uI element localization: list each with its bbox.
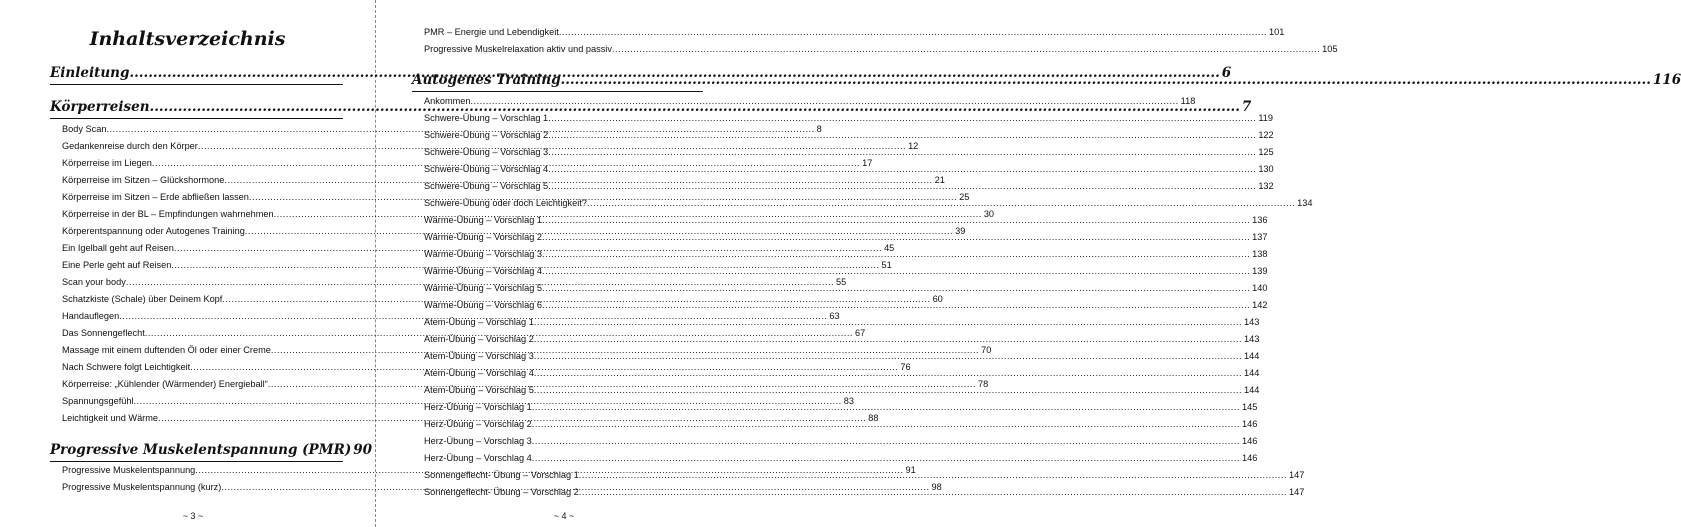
- entry-page-number: 144: [1244, 385, 1260, 395]
- dot-leader: [532, 416, 1240, 433]
- entry-label: Körperentspannung oder Autogenes Training: [62, 226, 245, 236]
- entry-label: Spannungsgefühl: [62, 396, 134, 406]
- entry-label: Wärme-Übung – Vorschlag 5: [424, 283, 542, 293]
- entry-page-number: 12: [908, 141, 919, 151]
- dot-leader: [534, 365, 1242, 382]
- entry-label: Progressive Muskelentspannung (PMR): [50, 442, 352, 458]
- toc-entry[interactable]: [424, 93, 1196, 110]
- entry-label: Massage mit einem duftenden Öl oder einer Creme: [62, 345, 271, 355]
- toc-entry[interactable]: [424, 144, 1274, 161]
- entry-page-number: 136: [1252, 215, 1268, 225]
- entry-label: Leichtigkeit und Wärme: [62, 413, 159, 423]
- entry-label: Einleitung: [50, 65, 130, 81]
- dot-leader: [542, 229, 1250, 246]
- toc-entry[interactable]: [424, 127, 1274, 144]
- page-number-right: ~ 4 ~: [553, 511, 575, 521]
- dot-leader: [559, 24, 1267, 41]
- entry-label: Progressive Muskelentspannung (kurz): [62, 482, 222, 492]
- entry-label: Wärme-Übung – Vorschlag 3: [424, 249, 542, 259]
- chapter-pmr[interactable]: [50, 442, 373, 458]
- toc-entry[interactable]: [424, 110, 1273, 127]
- entry-label: Atem-Übung – Vorschlag 3: [424, 351, 534, 361]
- entry-label: Körperreise im Sitzen – Glückshormone: [62, 175, 225, 185]
- dot-leader: [542, 246, 1250, 263]
- entry-page-number: 146: [1241, 453, 1258, 463]
- entry-page-number: 122: [1258, 130, 1274, 140]
- entry-page-number: 143: [1244, 317, 1260, 327]
- toc-entry[interactable]: [424, 24, 1285, 41]
- entry-label: Schwere-Übung – Vorschlag 5: [424, 181, 549, 191]
- entry-page-number: 78: [978, 379, 989, 389]
- entry-label: Herz-Übung – Vorschlag 2: [424, 419, 532, 429]
- entry-page-number: 139: [1252, 266, 1268, 276]
- entry-label: Wärme-Übung – Vorschlag 1: [424, 215, 542, 225]
- entry-label: Atem-Übung – Vorschlag 2: [424, 334, 534, 344]
- entry-page-number: 116: [1652, 72, 1681, 88]
- toc-entry[interactable]: [424, 450, 1258, 467]
- entry-page-number: 119: [1258, 113, 1273, 123]
- entry-page-number: 39: [955, 226, 966, 236]
- entry-page-number: 67: [854, 328, 866, 338]
- dot-leader: [548, 144, 1256, 161]
- entry-page-number: 7: [1241, 99, 1252, 115]
- dot-leader: [561, 72, 1651, 88]
- entry-label: Schwere-Übung – Vorschlag 1: [424, 113, 549, 123]
- entry-label: Scan your body: [62, 277, 126, 287]
- dot-leader: [534, 331, 1242, 348]
- entry-page-number: 132: [1258, 181, 1274, 191]
- entry-page-number: 144: [1244, 351, 1260, 361]
- entry-page-number: 138: [1252, 249, 1268, 259]
- entry-page-number: 88: [868, 413, 879, 423]
- entry-label: Atem-Übung – Vorschlag 1: [424, 317, 534, 327]
- entry-page-number: 30: [983, 209, 995, 219]
- dot-leader: [587, 195, 1295, 212]
- entry-page-number: 125: [1258, 147, 1274, 157]
- entry-label: Wärme-Übung – Vorschlag 2: [424, 232, 542, 242]
- entry-label: Sonnengeflecht- Übung – Vorschlag 1: [424, 470, 579, 480]
- entry-label: Herz-Übung – Vorschlag 3: [424, 436, 532, 446]
- entry-label: Schwere-Übung oder doch Leichtigkeit?: [424, 198, 587, 208]
- entry-page-number: 144: [1244, 368, 1260, 378]
- entry-page-number: 60: [932, 294, 943, 304]
- dot-leader: [542, 212, 1250, 229]
- entry-page-number: 45: [884, 243, 895, 253]
- dot-leader: [532, 399, 1240, 416]
- entry-label: Schwere-Übung – Vorschlag 3: [424, 147, 549, 157]
- entry-label: Körperreise in der BL – Empfindungen wahrnehmen: [62, 209, 274, 219]
- entry-label: Wärme-Übung – Vorschlag 4: [424, 266, 542, 276]
- entry-label: Körperreise im Sitzen – Erde abfließen lassen: [62, 192, 249, 202]
- dot-leader: [548, 161, 1256, 178]
- dot-leader: [548, 127, 1256, 144]
- dot-leader: [470, 93, 1178, 110]
- entry-label: Schatzkiste (Schale) über Deinem Kopf: [62, 294, 223, 304]
- entry-page-number: 21: [934, 175, 945, 185]
- dot-leader: [532, 433, 1240, 450]
- dot-leader: [534, 382, 1242, 399]
- entry-label: Schwere-Übung – Vorschlag 4: [424, 164, 549, 174]
- entry-page-number: 90: [353, 442, 373, 458]
- entry-label: Progressive Muskelrelaxation aktiv und passiv: [424, 44, 612, 54]
- entry-page-number: 134: [1297, 198, 1313, 208]
- entry-page-number: 17: [862, 158, 873, 168]
- dot-leader: [579, 484, 1287, 501]
- entry-label: Herz-Übung – Vorschlag 4: [424, 453, 532, 463]
- entry-label: Ankommen: [424, 96, 471, 106]
- entry-label: Ein Igelball geht auf Reisen: [62, 243, 174, 253]
- dot-leader: [532, 450, 1240, 467]
- entry-page-number: 147: [1288, 470, 1305, 480]
- entry-label: Schwere-Übung – Vorschlag 2: [424, 130, 549, 140]
- dot-leader: [542, 297, 1250, 314]
- entry-page-number: 76: [900, 362, 911, 372]
- entry-page-number: 118: [1180, 96, 1196, 106]
- toc-entry[interactable]: [424, 41, 1338, 58]
- dot-leader: [612, 41, 1320, 58]
- dot-leader: [534, 348, 1242, 365]
- entry-label: Handauflegen: [62, 311, 120, 321]
- entry-page-number: 147: [1288, 487, 1305, 497]
- entry-page-number: 25: [959, 192, 970, 202]
- entry-page-number: 70: [981, 345, 992, 355]
- entry-page-number: 98: [931, 482, 942, 492]
- toc-entry[interactable]: [424, 433, 1258, 450]
- entry-label: Atem-Übung – Vorschlag 4: [424, 368, 534, 378]
- dot-leader: [542, 263, 1250, 280]
- entry-label: Körperreisen: [50, 99, 150, 115]
- entry-page-number: 146: [1241, 419, 1258, 429]
- entry-page-number: 146: [1241, 436, 1258, 446]
- entry-label: Gedankenreise durch den Körper: [62, 141, 198, 151]
- entry-label: Body Scan: [62, 124, 107, 134]
- entry-page-number: 140: [1252, 283, 1268, 293]
- entry-page-number: 145: [1241, 402, 1258, 412]
- entry-page-number: 83: [843, 396, 854, 406]
- dot-leader: [579, 467, 1287, 484]
- entry-label: Körperreise: „Kühlender (Wärmender) Energieball“: [62, 379, 268, 389]
- entry-label: Sonnengeflecht- Übung – Vorschlag 2: [424, 487, 579, 497]
- entry-page-number: 130: [1258, 164, 1274, 174]
- entry-label: Herz-Übung – Vorschlag 1: [424, 402, 532, 412]
- page-number-left: ~ 3 ~: [182, 511, 204, 521]
- chapter-underline: [412, 91, 703, 92]
- dot-leader: [542, 280, 1250, 297]
- entry-label: PMR – Energie und Lebendigkeit: [424, 27, 559, 37]
- entry-label: Progressive Muskelentspannung: [62, 465, 196, 475]
- chapter-autogenes-training[interactable]: [412, 72, 1681, 88]
- entry-page-number: 142: [1252, 300, 1268, 310]
- entry-page-number: 143: [1244, 334, 1260, 344]
- entry-page-number: 6: [1221, 65, 1232, 81]
- dot-leader: [548, 110, 1256, 127]
- entry-page-number: 91: [905, 465, 916, 475]
- dot-leader: [534, 314, 1242, 331]
- entry-page-number: 63: [829, 311, 840, 321]
- chapter-underline: [50, 118, 343, 119]
- entry-page-number: 101: [1269, 27, 1285, 37]
- entry-label: Atem-Übung – Vorschlag 5: [424, 385, 534, 395]
- entry-label: Nach Schwere folgt Leichtigkeit: [62, 362, 191, 372]
- entry-label: Das Sonnengeflecht: [62, 328, 145, 338]
- entry-page-number: 8: [816, 124, 822, 134]
- entry-label: Eine Perle geht auf Reisen: [62, 260, 172, 270]
- dot-leader: [548, 178, 1256, 195]
- entry-label: Autogenes Training: [412, 72, 561, 88]
- entry-page-number: 55: [836, 277, 847, 287]
- chapter-underline: [50, 84, 343, 85]
- entry-label: Wärme-Übung – Vorschlag 6: [424, 300, 542, 310]
- entry-page-number: 105: [1322, 44, 1338, 54]
- entry-label: Körperreise im Liegen: [62, 158, 152, 168]
- toc-title: Inhaltsverzeichnis: [89, 28, 286, 50]
- entry-page-number: 137: [1252, 232, 1268, 242]
- entry-page-number: 51: [881, 260, 892, 270]
